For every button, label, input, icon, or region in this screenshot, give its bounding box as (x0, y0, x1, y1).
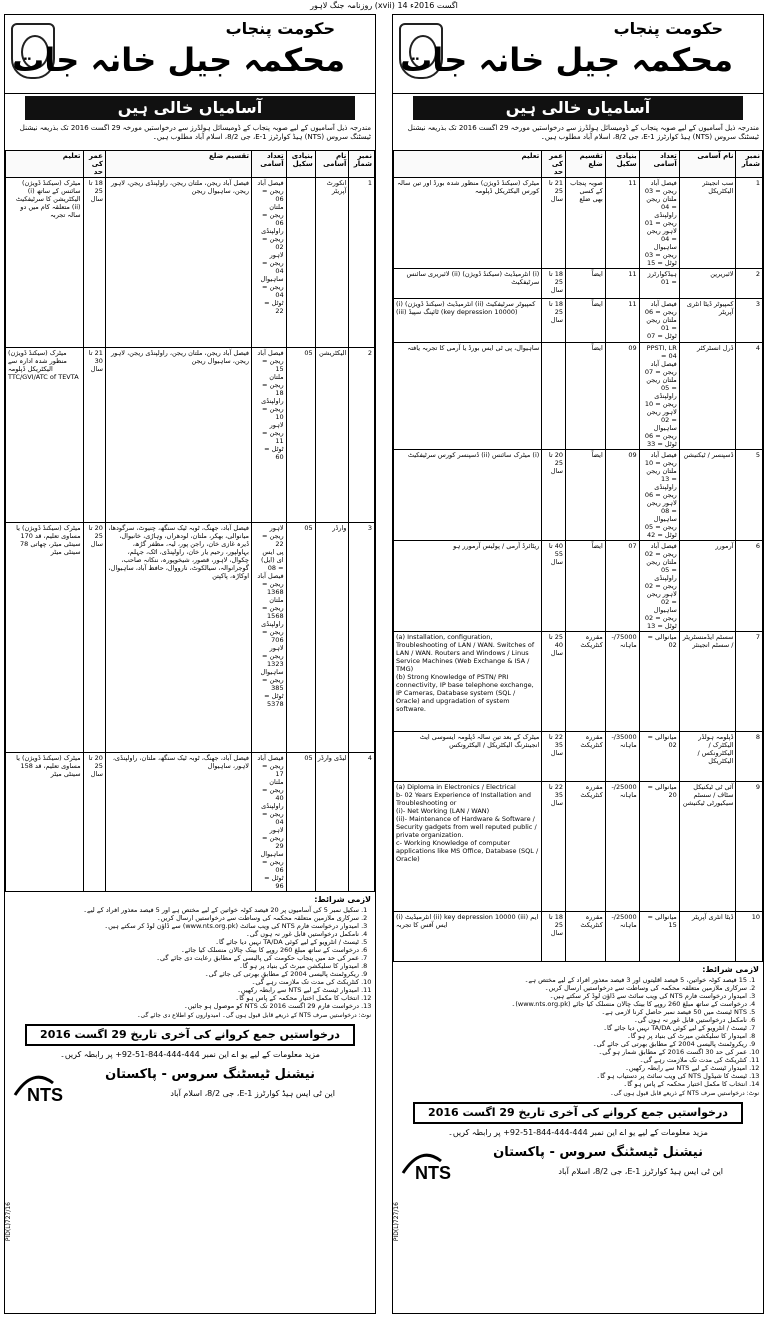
nts-address: این ٹی ایس ہیڈ کوارٹرز E-1، جی 8/2، اسلام آباد (558, 1167, 723, 1176)
cell-post: سب انجینئر الیکٹریکل (679, 178, 736, 269)
cell-scale: 09 (605, 450, 639, 541)
cell-district: فیصل آباد ریجن، ملتان ریجن، راولپنڈی ریجن، لاہور ریجن، ساہیوال ریجن (105, 178, 251, 348)
cell-scale: 25000/- ماہانہ (605, 782, 639, 912)
cell-scale: 11 (605, 178, 639, 269)
cell-post: لائبریرین (679, 269, 736, 299)
column-header: بنیادی سکیل (286, 151, 315, 178)
deadline-box: درخواستیں جمع کروانے کی آخری تاریخ 29 اگست 2016 (413, 1102, 743, 1124)
cell-district: ایضاً (566, 450, 606, 541)
column-header: عمر کی حد (542, 151, 566, 178)
column-header: تعلیم (6, 151, 84, 178)
cell-district: ایضاً (566, 343, 606, 450)
cell-no: 9 (736, 782, 763, 912)
condition-item: 12. امیدوار ٹیسٹ کے لیے NTS سے رابطہ رکھیں۔ (397, 1064, 747, 1072)
condition-item: 4. نامکمل درخواستیں قابل غور نہ ہوں گی۔ (9, 930, 359, 938)
nts-footer (5, 1061, 375, 1113)
cell-no: 4 (349, 753, 375, 892)
cell-post: ڈیٹا انٹری آپریٹر (679, 912, 736, 962)
condition-item: 7. ٹیسٹ / انٹرویو کے لیے کوئی TA/DA نہیں دیا جائے گا۔ (397, 1024, 747, 1032)
vacancy-banner: آسامیاں خالی ہیں (25, 96, 355, 120)
cell-post: آرمورر (679, 541, 736, 632)
condition-item: 6. نامکمل درخواستیں قابل غور نہ ہوں گی۔ (397, 1016, 747, 1024)
left-advertisement (4, 14, 376, 1314)
cell-scale: 07 (605, 541, 639, 632)
cell-age: 25 تا 40 سال (542, 632, 566, 732)
column-header: نمبر شمار (349, 151, 375, 178)
table-row (394, 178, 763, 269)
cell-edu: ریٹائرڈ آرمی / پولیس آرمورر ہو (394, 541, 542, 632)
cell-no: 3 (349, 523, 375, 753)
right-advertisement (392, 14, 764, 1314)
condition-item: 5. ٹیسٹ / انٹرویو کے لیے کوئی TA/DA نہیں دیا جائے گا۔ (9, 938, 359, 946)
nts-name: نیشنل ٹیسٹنگ سروس - پاکستان (105, 1067, 315, 1082)
cell-post: الیکٹریشن (315, 348, 349, 523)
cell-post: وارڈر (315, 523, 349, 753)
cell-age: 20 تا 25 سال (83, 523, 105, 753)
nts-logo-text: NTS (27, 1085, 63, 1105)
cell-scale (286, 178, 315, 348)
cell-district: مقررہ کنٹریکٹ (566, 632, 606, 732)
cell-no: 7 (736, 632, 763, 732)
table-row (394, 541, 763, 632)
cell-no: 3 (736, 299, 763, 343)
cell-edu: ساہیوال، پی ٹی ایس بورڈ یا آرمی کا تجربہ یافتہ (394, 343, 542, 450)
cell-district: ایضاً (566, 541, 606, 632)
condition-item: 12. انتخاب کا مکمل اختیار محکمہ کے پاس ہو گا۔ (9, 994, 359, 1002)
intro-text: مندرجہ ذیل آسامیوں کے لیے صوبہ پنجاب کے ڈومیسائل ہولڈرز سے درخواستیں مورخہ 29 اگست 2016 تک بذریعہ نیشنل ٹیسٹنگ سروس (NTS) ہیڈ کوارٹرز E-1، جی 8/2، اسلام آباد مطلوب ہیں۔ (407, 124, 759, 141)
cell-count: فیصل آباد ریجن = 06 ملتان ریجن = 01 ٹوٹل = 07 (639, 299, 679, 343)
cell-age: 18 تا 25 سال (542, 912, 566, 962)
condition-item: 11. کنٹریکٹ کی مدت تک ملازمت رہے گی۔ (397, 1056, 747, 1064)
deadline-box: درخواستیں جمع کروانے کی آخری تاریخ 29 اگست 2016 (25, 1024, 355, 1046)
condition-item: 10. عمر کی حد 30 اگست 2016 کے مطابق شمار ہو گی۔ (397, 1048, 747, 1056)
cell-no: 1 (736, 178, 763, 269)
newspaper-line: روزنامہ جنگ لاہور (xvii) 14 اگست 2016ء (310, 1, 458, 10)
cell-edu: (i) میٹرک سائنس (ii) ڈسپنسر کورس سرٹیفکیٹ (394, 450, 542, 541)
cell-count: میانوالی = 15 (639, 912, 679, 962)
condition-item: 1. سکیل نمبر 5 کی آسامیوں پر 20 فیصد کوٹہ خواتین کے لیے مختص ہے اور 5 فیصد معذور افراد کے لیے۔ (9, 906, 359, 914)
cell-no: 1 (349, 178, 375, 348)
column-header: نمبر شمار (736, 151, 763, 178)
column-header: بنیادی سکیل (605, 151, 639, 178)
nts-logo-icon (401, 1143, 469, 1183)
condition-item: 10. کنٹریکٹ کی مدت تک ملازمت رہے گی۔ (9, 978, 359, 986)
cell-no: 4 (736, 343, 763, 450)
cell-count: لاہور ریجن = 22 پی ایس ای (ایل) = 08 فیصل آباد ریجن = 1368 ملتان ریجن = 1568 راولپنڈی ریجن = 706 لاہور ریجن = 1323 ساہیوال ریجن = 385 ٹوٹل = 5378 (252, 523, 287, 753)
condition-item: 8. امیدوار کا سلیکشن میرٹ کی بنیاد پر ہو گا۔ (397, 1032, 747, 1040)
cell-no: 10 (736, 912, 763, 962)
condition-item: 11. امیدوار ٹیسٹ کے لیے NTS سے رابطہ رکھیں۔ (9, 986, 359, 994)
cell-count: فیصل آباد ریجن = 02 ملتان ریجن = 05 راولپنڈی ریجن = 02 لاہور ریجن = 02 ساہیوال ریجن = 02 ٹوٹل = 13 (639, 541, 679, 632)
condition-item: 1. 15 فیصد کوٹہ خواتین، 5 فیصد اقلیتوں اور 3 فیصد معذور افراد کے لیے مختص ہے۔ (397, 976, 747, 984)
condition-item: 9. ریکروٹمنٹ پالیسی 2004 کے مطابق بھرتی کی جائے گی۔ (397, 1040, 747, 1048)
cell-count: فیصل آباد ریجن = 17 ملتان ریجن = 40 راولپنڈی ریجن = 04 لاہور ریجن = 29 ساہیوال ریجن = 06 ٹوٹل = 96 (252, 753, 287, 892)
vacancy-table (5, 150, 375, 892)
table-row (394, 782, 763, 912)
cell-edu: میٹرک (سیکنڈ ڈویژن) منظور شدہ ادارہ سے الیکٹریکل ڈپلومہ TTC/GVI/ATC of TEVTA (6, 348, 84, 523)
ad-header (5, 15, 375, 94)
condition-item: 5. NTS ٹیسٹ میں 50 فیصد نمبر حاصل کرنا لازمی ہے۔ (397, 1008, 747, 1016)
condition-item: 4. درخواست کے ساتھ مبلغ 260 روپے کا بینک چالان منسلک کیا جائے (www.nts.org.pk)۔ (397, 1000, 747, 1008)
cell-district: مقررہ کنٹریکٹ (566, 912, 606, 962)
pid-code: PID(L)727/16 (393, 1201, 400, 1241)
cell-district: مقررہ کنٹریکٹ (566, 732, 606, 782)
condition-item: 3. امیدوار درخواست فارم NTS کی ویب سائٹ سے ڈاؤن لوڈ کر سکتے ہیں۔ (397, 992, 747, 1000)
cell-count: میانوالی = 20 (639, 782, 679, 912)
cell-no: 2 (736, 269, 763, 299)
table-row (394, 632, 763, 732)
cell-post: آئی ٹی ٹیکنیکل سٹاف / سسٹم سیکیورٹی ٹیکنیشن (679, 782, 736, 912)
condition-item: 13. درخواست فارم 29 اگست 2016 تک NTS کو موصول ہو جائیں۔ (9, 1002, 359, 1010)
column-header: نام آسامی (315, 151, 349, 178)
condition-item: 13. ٹیسٹ کا شیڈول NTS کی ویب سائٹ پر دستیاب ہو گا۔ (397, 1072, 747, 1080)
note-text: نوٹ: درخواستیں صرف NTS کے ذریعے قابل قبول ہوں گی۔ (610, 1090, 759, 1097)
column-header: تعداد آسامی (252, 151, 287, 178)
cell-post: سسٹم ایڈمنسٹریٹر / سسٹم انجینئر (679, 632, 736, 732)
cell-post: انکورٹ آپریٹر (315, 178, 349, 348)
vacancy-banner: آسامیاں خالی ہیں (413, 96, 743, 120)
cell-post: ڈپلومہ ہولڈر الیکٹرک / الیکٹرونکس / الیکٹریکل (679, 732, 736, 782)
condition-item: 9. ریکروٹمنٹ پالیسی 2004 کے مطابق بھرتی کی جائے گی۔ (9, 970, 359, 978)
cell-count: فیصل آباد ریجن = 15 ملتان ریجن = 18 راولپنڈی ریجن = 10 لاہور ریجن = 11 ٹوٹل = 60 (252, 348, 287, 523)
note-text: نوٹ: درخواستیں صرف NTS کے ذریعے قابل قبول ہوں گی۔ امیدواروں کو اطلاع دی جائے گی۔ (137, 1012, 371, 1019)
cell-age: 22 تا 35 سال (542, 782, 566, 912)
table-header (6, 151, 375, 178)
cell-age: 18 تا 25 سال (83, 178, 105, 348)
cell-age: 18 تا 25 سال (542, 269, 566, 299)
cell-count: میانوالی = 02 (639, 632, 679, 732)
cell-edu: (i) انٹرمیڈیٹ (ii) key depression 10000 (iii) ایم ایس آفس کا تجربہ (394, 912, 542, 962)
table-row (394, 450, 763, 541)
nts-footer (393, 1139, 763, 1191)
condition-item: 3. امیدوار درخواست فارم NTS کی ویب سائٹ (www.nts.org.pk) سے ڈاؤن لوڈ کر سکتے ہیں۔ (9, 922, 359, 930)
pid-code: PID(L)727/16 (5, 1201, 12, 1241)
cell-scale: 11 (605, 269, 639, 299)
cell-scale: 09 (605, 343, 639, 450)
table-row (6, 753, 375, 892)
cell-edu: میٹرک (سیکنڈ ڈویژن) منظور شدہ بورڈ اور تین سالہ کورس الیکٹریکل ڈپلومہ (394, 178, 542, 269)
cell-age: 40 تا 55 سال (542, 541, 566, 632)
condition-item: 7. عمر کی حد میں پنجاب حکومت کی پالیسی کے مطابق رعایت دی جائے گی۔ (9, 954, 359, 962)
vacancy-table (393, 150, 763, 962)
cell-age: 22 تا 35 سال (542, 732, 566, 782)
dept-title: محکمہ جیل خانہ جات (400, 41, 733, 79)
cell-post: ڈرل انسٹرکٹر (679, 343, 736, 450)
condition-item: 6. درخواست کے ساتھ مبلغ 260 روپے کا بینک چالان منسلک کیا جائے۔ (9, 946, 359, 954)
conditions-title: لازمی شرائط: (314, 895, 371, 904)
cell-edu: میٹرک کے بعد تین سالہ ڈپلومہ ایسوسی ایٹ انجینئرنگ الیکٹریکل / الیکٹرونکس (394, 732, 542, 782)
cell-district: فیصل آباد ریجن، ملتان ریجن، راولپنڈی ریجن، لاہور ریجن، ساہیوال ریجن (105, 348, 251, 523)
conditions (393, 962, 763, 1090)
cell-age (542, 343, 566, 450)
dept-title: محکمہ جیل خانہ جات (12, 41, 345, 79)
column-header: تعداد آسامی (639, 151, 679, 178)
cell-scale: 05 (286, 523, 315, 753)
nts-logo-icon (13, 1065, 81, 1105)
cell-district: فیصل آباد، جھنگ، ٹوبہ ٹیک سنگھ، ملتان، راولپنڈی، لاہور، ساہیوال (105, 753, 251, 892)
cell-no: 8 (736, 732, 763, 782)
cell-count: فیصل آباد ریجن = 10 ملتان ریجن = 13 راولپنڈی ریجن = 06 لاہور ریجن = 08 ساہیوال ریجن = 05 ٹوٹل = 42 (639, 450, 679, 541)
table-row (394, 299, 763, 343)
cell-scale: 11 (605, 299, 639, 343)
cell-count: فیصل آباد ریجن = 03 ملتان ریجن = 04 راولپنڈی ریجن = 01 لاہور ریجن = 04 ساہیوال ریجن = 03 ٹوٹل = 15 (639, 178, 679, 269)
table-row (394, 732, 763, 782)
cell-district: صوبہ پنجاب کے کسی بھی ضلع (566, 178, 606, 269)
cell-count: PPSTI, LR = 04 فیصل آباد ریجن = 07 ملتان ریجن = 05 راولپنڈی ریجن = 10 لاہور ریجن = 02 ساہیوال ریجن = 06 ٹوٹل = 33 (639, 343, 679, 450)
table-row (6, 178, 375, 348)
table-row (6, 348, 375, 523)
cell-district: فیصل آباد، جھنگ، ٹوبہ ٹیک سنگھ، چنیوٹ، سرگودھا، میانوالی، بھکر، ملتان، لودھراں، وہاڑی، خانیوال، ڈیرہ غازی خان، راجن پور، لیہ، مظفر گڑھ، بہاولپور، رحیم یار خان، راولپنڈی، اٹک، جہلم، چکوال، لاہور، قصور، شیخوپورہ، ننکانہ صاحب، گوجرانوالہ، سیالکوٹ، نارووال، حافظ آباد، ساہیوال، اوکاڑہ، پاکپتن (105, 523, 251, 753)
column-header: تعلیم (394, 151, 542, 178)
nts-address: این ٹی ایس ہیڈ کوارٹرز E-1، جی 8/2، اسلام آباد (170, 1089, 335, 1098)
cell-age: 21 تا 30 سال (83, 348, 105, 523)
cell-edu: (a) Diploma in Electronics / Electrical b- 02 Years Experience of Installation and Troubleshooting or (i)- Net Working (LAN / WAN) (ii)- Maintenance of Hardware & Software / Security gadgets from well reputed public / private organization. c- Working Knowledge of computer applications like MS Office, Database (SQL / Oracle) (394, 782, 542, 912)
table-row (394, 269, 763, 299)
contact-line: مزید معلومات کے لیے یو اے این نمبر 444-444-844-51-92+ پر رابطہ کریں۔ (60, 1050, 320, 1059)
cell-district: مقررہ کنٹریکٹ (566, 782, 606, 912)
table-header (394, 151, 763, 178)
cell-post: کمپیوٹر ڈیٹا انٹری آپریٹر (679, 299, 736, 343)
gov-title: حکومت پنجاب (613, 19, 723, 38)
cell-count: میانوالی = 02 (639, 732, 679, 782)
nts-logo-text: NTS (415, 1163, 451, 1183)
cell-edu: (i) انٹرمیڈیٹ (سیکنڈ ڈویژن) (ii) لائبریری سائنس سرٹیفکیٹ (394, 269, 542, 299)
gov-title: حکومت پنجاب (225, 19, 335, 38)
contact-line: مزید معلومات کے لیے یو اے این نمبر 444-444-844-51-92+ پر رابطہ کریں۔ (448, 1128, 708, 1137)
column-header: نام آسامی (679, 151, 736, 178)
condition-item: 14. انتخاب کا مکمل اختیار محکمہ کے پاس ہو گا۔ (397, 1080, 747, 1088)
cell-count: فیصل آباد ریجن = 06 ملتان ریجن = 06 راولپنڈی ریجن = 02 لاہور ریجن = 04 ساہیوال ریجن = 04 ٹوٹل = 22 (252, 178, 287, 348)
cell-age: 21 تا 25 سال (542, 178, 566, 269)
cell-edu: (i) انٹرمیڈیٹ (سیکنڈ ڈویژن) (ii) کمپیوٹر سرٹیفکیٹ (iii) ٹائپنگ سپیڈ (key depression 10000) (394, 299, 542, 343)
intro-text: مندرجہ ذیل آسامیوں کے لیے صوبہ پنجاب کے ڈومیسائل ہولڈرز سے درخواستیں مورخہ 29 اگست 2016 تک بذریعہ نیشنل ٹیسٹنگ سروس (NTS) ہیڈ کوارٹرز E-1، جی 8/2، اسلام آباد مطلوب ہیں۔ (19, 124, 371, 141)
cell-no: 2 (349, 348, 375, 523)
cell-edu: میٹرک (سیکنڈ ڈویژن) یا مساوی تعلیم، قد 158 سینٹی میٹر (6, 753, 84, 892)
cell-age: 18 تا 25 سال (542, 299, 566, 343)
cell-edu: میٹرک (سیکنڈ ڈویژن) یا مساوی تعلیم، قد 170 سینٹی میٹر، چھاتی 78 سینٹی میٹر (6, 523, 84, 753)
cell-scale: 05 (286, 348, 315, 523)
cell-scale: 75000/- ماہانہ (605, 632, 639, 732)
cell-scale: 25000/- ماہانہ (605, 912, 639, 962)
cell-no: 5 (736, 450, 763, 541)
cell-district: ایضاً (566, 269, 606, 299)
conditions (5, 892, 375, 1012)
conditions-title: لازمی شرائط: (702, 965, 759, 974)
condition-item: 8. امیدوار کا سلیکشن میرٹ کی بنیاد پر ہو گا۔ (9, 962, 359, 970)
cell-scale: 35000/- ماہانہ (605, 732, 639, 782)
nts-name: نیشنل ٹیسٹنگ سروس - پاکستان (493, 1145, 703, 1160)
condition-item: 2. سرکاری ملازمین متعلقہ محکمہ کی وساطت سے درخواستیں ارسال کریں۔ (9, 914, 359, 922)
cell-post: ڈسپنسر / ٹیکنیشن (679, 450, 736, 541)
condition-item: 2. سرکاری ملازمین متعلقہ محکمہ کی وساطت سے درخواستیں ارسال کریں۔ (397, 984, 747, 992)
cell-count: ہیڈکوارٹرز = 01 (639, 269, 679, 299)
cell-age: 20 تا 25 سال (542, 450, 566, 541)
cell-post: لیڈی وارڈر (315, 753, 349, 892)
ad-header (393, 15, 763, 94)
column-header: عمر کی حد (83, 151, 105, 178)
cell-district: ایضاً (566, 299, 606, 343)
cell-no: 6 (736, 541, 763, 632)
cell-edu: میٹرک (سیکنڈ ڈویژن) سائنس کے ساتھ (i) الیکٹریشن کا سرٹیفکیٹ (ii) متعلقہ کام میں دو سالہ تجربہ (6, 178, 84, 348)
column-header: تقسیم ضلع (105, 151, 251, 178)
table-row (6, 523, 375, 753)
cell-scale: 05 (286, 753, 315, 892)
cell-edu: (a) Installation, configuration, Troubleshooting of LAN / WAN. Switches of LAN / WAN. Routers and Windows / Linus Service Machines (Web Exchange & ISA / TMG) (b) Strong Knowledge of PSTN/ PRI connectivity, IP base telephone exchange, IP Cameras, Database system (SQL / Oracle) and upgradation of system software. (394, 632, 542, 732)
cell-age: 20 تا 25 سال (83, 753, 105, 892)
table-row (394, 912, 763, 962)
table-row (394, 343, 763, 450)
column-header: تقسیم ضلع (566, 151, 606, 178)
